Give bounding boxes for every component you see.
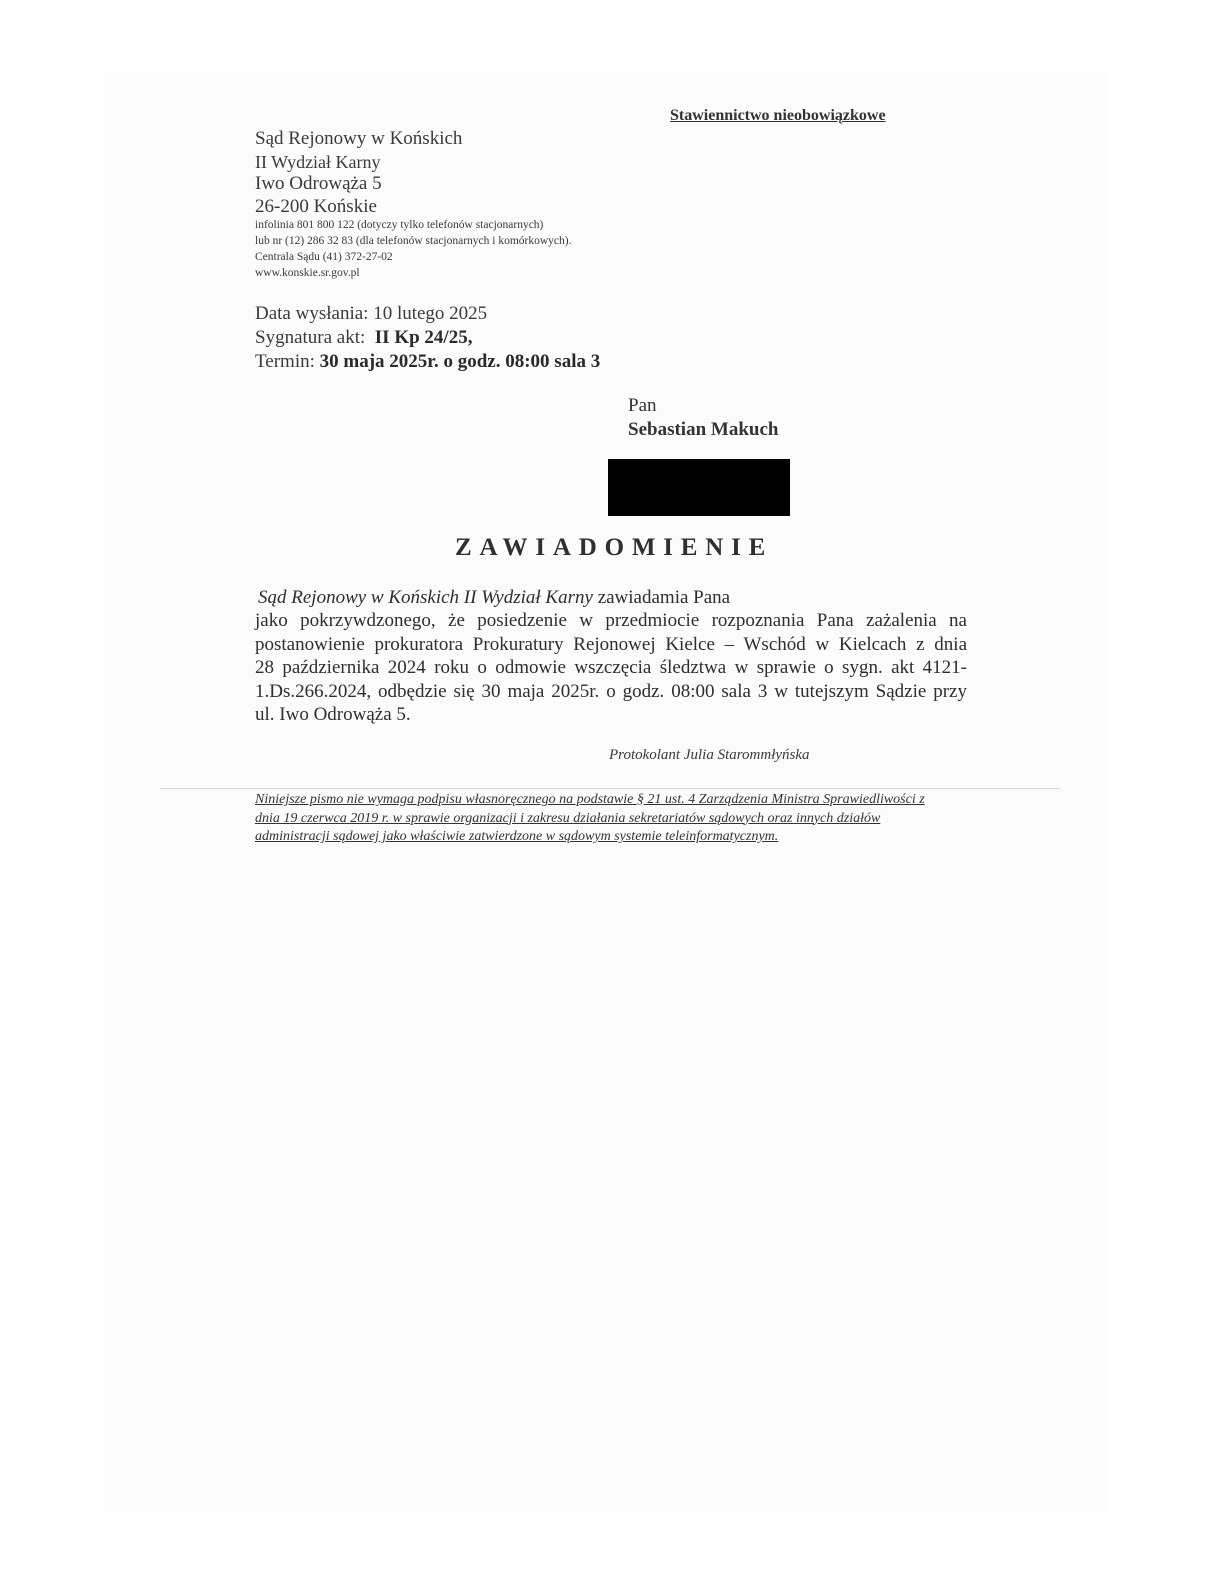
court-department: II Wydział Karny — [255, 151, 381, 172]
notice-body — [255, 586, 967, 726]
hearing-date — [255, 350, 600, 374]
body-line: 28 października 2024 roku o odmowie wszczęcia śledztwa w sprawie o sygn. akt 4121- — [255, 657, 967, 679]
body-first-line — [255, 586, 967, 609]
legal-note-line: administracji sądowej jako właściwie zatwierdzone w sądowym systemie teleinformatycznym. — [255, 829, 779, 844]
court-street: Iwo Odrowąża 5 — [255, 173, 382, 194]
addressee — [628, 394, 778, 442]
hearing-date-value: 30 maja 2025r. o godz. 08:00 sala 3 — [319, 351, 601, 372]
sent-date-value: 10 lutego 2025 — [373, 303, 488, 324]
body-line: 1.Ds.266.2024, odbędzie się 30 maja 2025r. o godz. 08:00 sala 3 w tutejszym Sądzie przy — [255, 680, 967, 702]
legal-note-line: dnia 19 czerwca 2019 r. w sprawie organizacji i zakresu działania sekretariatów sądowych oraz innych działów — [255, 810, 881, 826]
contact-line: infolinia 801 800 122 (dotyczy tylko telefonów stacjonarnych) — [255, 219, 544, 231]
body-lead-rest: zawiadamia Pana — [592, 587, 731, 608]
contact-line: Centrala Sądu (41) 372-27-02 — [255, 251, 393, 263]
court-name: Sąd Rejonowy w Końskich — [255, 128, 463, 149]
sent-date-label: Data wysłania: — [255, 303, 369, 324]
divider — [160, 788, 1060, 789]
document-title: ZAWIADOMIENIE — [455, 534, 774, 561]
legal-note — [255, 791, 1055, 847]
court-contact — [255, 217, 572, 281]
contact-line: lub nr (12) 286 32 83 (dla telefonów stacjonarnych i komórkowych). — [255, 235, 572, 247]
hearing-date-label: Termin: — [255, 351, 315, 372]
case-number — [255, 326, 600, 350]
sent-date — [255, 302, 600, 326]
case-number-value: II Kp 24/25, — [374, 327, 473, 348]
attendance-notice: Stawiennictwo nieobowiązkowe — [670, 107, 886, 124]
body-court-italic: Sąd Rejonowy w Końskich II Wydział Karny — [258, 587, 593, 608]
court-address — [255, 128, 462, 218]
addressee-name: Sebastian Makuch — [628, 419, 779, 440]
legal-note-line: Niniejsze pismo nie wymaga podpisu własnoręcznego na podstawie § 21 ust. 4 Zarządzenia Ministra Sprawiedliwości z — [255, 792, 925, 807]
case-number-label: Sygnatura akt: — [255, 327, 366, 348]
court-website: www.konskie.sr.gov.pl — [255, 267, 360, 279]
body-line: postanowienie prokuratora Prokuratury Rejonowej Kielce – Wschód w Kielcach z dnia — [255, 633, 967, 655]
case-meta — [255, 302, 600, 374]
body-line: jako pokrzywdzonego, że posiedzenie w przedmiocie rozpoznania Pana zażalenia na — [255, 610, 967, 632]
redacted-address — [608, 459, 790, 516]
addressee-salutation: Pan — [628, 395, 657, 416]
clerk-signature: Protokolant Julia Starommłyńska — [609, 747, 810, 763]
court-city: 26-200 Końskie — [255, 195, 377, 217]
body-line: ul. Iwo Odrowąża 5. — [255, 704, 411, 726]
